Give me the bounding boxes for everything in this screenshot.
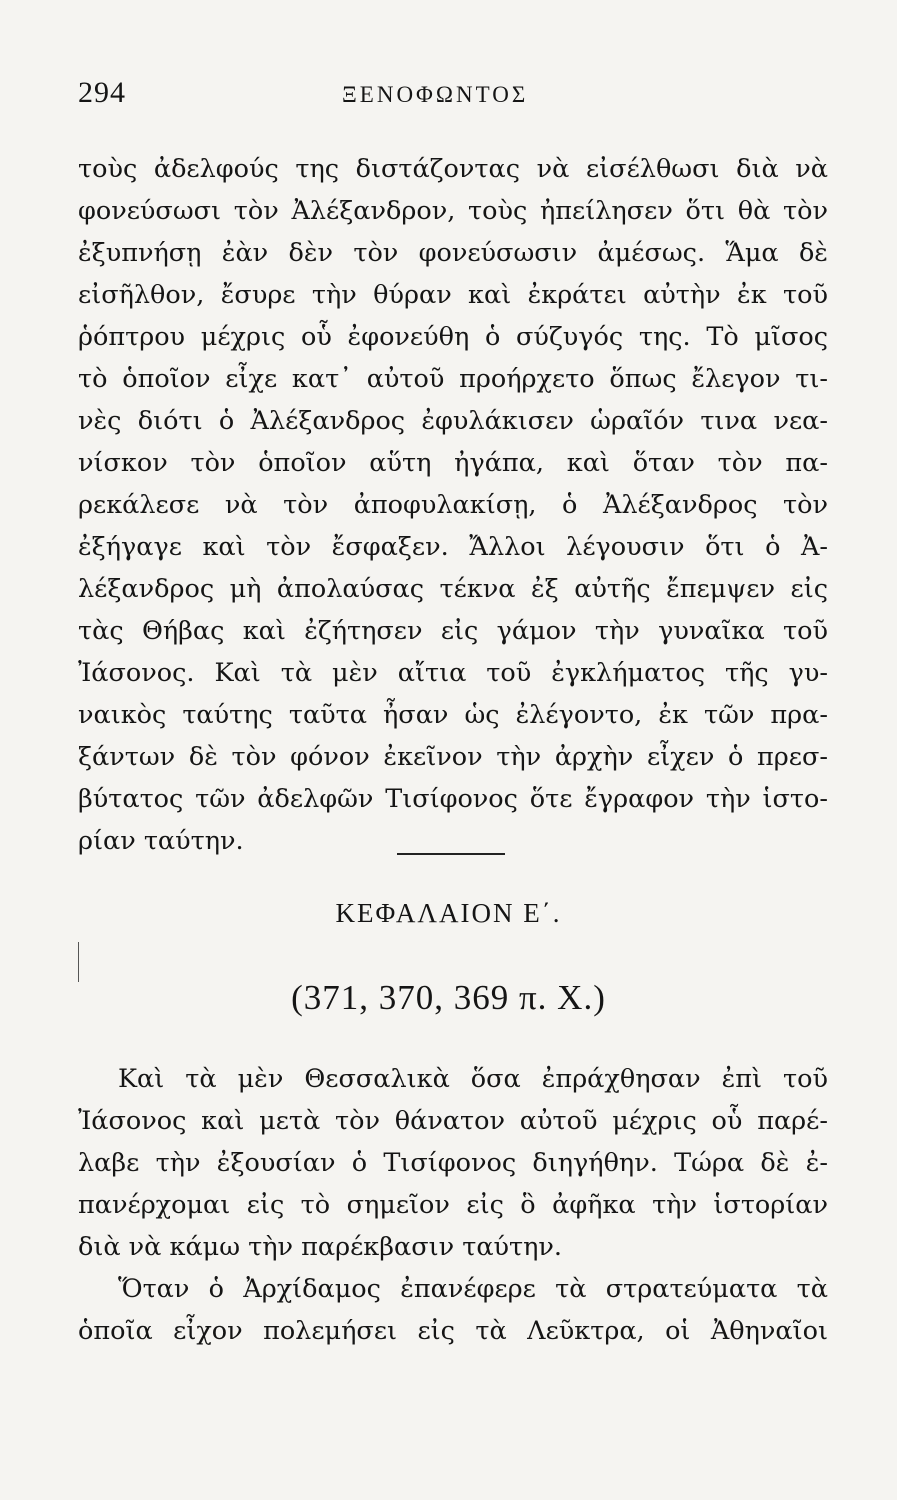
text-line: εἰσῆλθον, ἔσυρε τὴν θύραν καὶ ἐκράτει αὐτὴν ἐκ τοῦ bbox=[78, 280, 828, 310]
running-title: ΞΕΝΟΦΩΝΤΟΣ bbox=[342, 82, 529, 107]
text-line: τὰς Θήβας καὶ ἐζήτησεν εἰς γάμον τὴν γυναῖκα τοῦ bbox=[78, 616, 828, 646]
text-line: Καὶ τὰ μὲν Θεσσαλικὰ ὅσα ἐπράχθησαν ἐπὶ τοῦ bbox=[118, 1064, 828, 1094]
chapter-dates: (371, 370, 369 π. Χ.) bbox=[291, 978, 606, 1017]
text-line: λέξανδρος μὴ ἀπολαύσας τέκνα ἐξ αὐτῆς ἔπεμψεν εἰς bbox=[78, 574, 828, 604]
text-line: ξάντων δὲ τὸν φόνον ἐκεῖνον τὴν ἀρχὴν εἶχεν ὁ πρεσ- bbox=[78, 742, 828, 772]
section-rule bbox=[397, 853, 505, 855]
text-line: ῥόπτρου μέχρις οὗ ἐφονεύθη ὁ σύζυγός της. Τὸ μῖσος bbox=[78, 322, 828, 352]
text-line: Ὅταν ὁ Ἀρχίδαμος ἐπανέφερε τὰ στρατεύματα τὰ bbox=[118, 1274, 828, 1304]
text-line: ρίαν ταύτην. bbox=[78, 826, 244, 856]
text-line: πανέρχομαι εἰς τὸ σημεῖον εἰς ὃ ἀφῆκα τὴν ἱστορίαν bbox=[78, 1190, 828, 1220]
text-line: ἐξυπνήσῃ ἐὰν δὲν τὸν φονεύσωσιν ἀμέσως. Ἅμα δὲ bbox=[78, 238, 828, 268]
running-head bbox=[78, 76, 828, 116]
paragraph-2-and-3 bbox=[78, 1058, 828, 1352]
text-line: νίσκον τὸν ὁποῖον αὕτη ἠγάπα, καὶ ὅταν τὸν πα- bbox=[78, 448, 828, 478]
text-line: τοὺς ἀδελφούς της διστάζοντας νὰ εἰσέλθωσι διὰ νὰ bbox=[78, 154, 828, 184]
page-number: 294 bbox=[78, 76, 126, 109]
margin-mark bbox=[78, 942, 79, 982]
text-line: ὁποῖα εἶχον πολεμήσει εἰς τὰ Λεῦκτρα, οἱ Ἀθηναῖοι bbox=[78, 1316, 828, 1346]
text-line: λαβε τὴν ἐξουσίαν ὁ Τισίφονος διηγήθην. Τώρα δὲ ἐ- bbox=[78, 1148, 828, 1178]
text-line: φονεύσωσι τὸν Ἀλέξανδρον, τοὺς ἠπείλησεν ὅτι θὰ τὸν bbox=[78, 196, 828, 226]
text-line: Ἰάσονος καὶ μετὰ τὸν θάνατον αὐτοῦ μέχρις οὗ παρέ- bbox=[78, 1106, 828, 1136]
chapter-heading: ΚΕΦΑΛΑΙΟΝ Ε΄. bbox=[335, 898, 562, 928]
text-line: νὲς διότι ὁ Ἀλέξανδρος ἐφυλάκισεν ὡραῖόν τινα νεα- bbox=[78, 406, 828, 436]
text-line: ναικὸς ταύτης ταῦτα ἦσαν ὡς ἐλέγοντο, ἐκ τῶν πρα- bbox=[78, 700, 828, 730]
text-line: διὰ νὰ κάμω τὴν παρέκβασιν ταύτην. bbox=[78, 1232, 563, 1262]
text-line: βύτατος τῶν ἀδελφῶν Τισίφονος ὅτε ἔγραφον τὴν ἱστο- bbox=[78, 784, 828, 814]
paragraph-1 bbox=[78, 148, 828, 862]
text-line: ἐξήγαγε καὶ τὸν ἔσφαξεν. Ἄλλοι λέγουσιν ὅτι ὁ Ἀ- bbox=[78, 532, 828, 562]
text-line: Ἰάσονος. Καὶ τὰ μὲν αἴτια τοῦ ἐγκλήματος τῆς γυ- bbox=[78, 658, 828, 688]
text-line: τὸ ὁποῖον εἶχε κατ᾽ αὐτοῦ προήρχετο ὅπως ἔλεγον τι- bbox=[78, 364, 828, 394]
text-line: ρεκάλεσε νὰ τὸν ἀποφυλακίσῃ, ὁ Ἀλέξανδρος τὸν bbox=[78, 490, 828, 520]
